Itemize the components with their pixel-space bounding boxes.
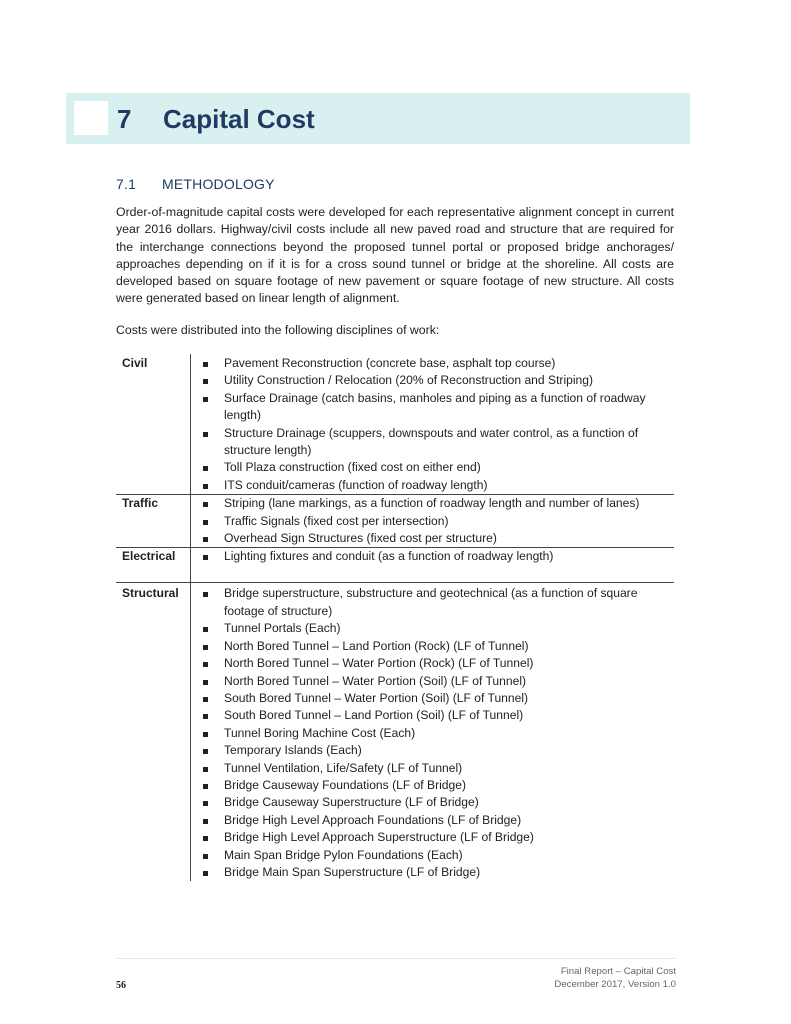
discipline-name: Civil [122, 356, 148, 370]
list-item: North Bored Tunnel – Water Portion (Rock) (LF of Tunnel) [203, 655, 674, 672]
list-item: South Bored Tunnel – Water Portion (Soil) (LF of Tunnel) [203, 690, 674, 707]
discipline-items [190, 583, 674, 881]
list-item: South Bored Tunnel – Land Portion (Soil) (LF of Tunnel) [203, 707, 674, 724]
list-item: Temporary Islands (Each) [203, 742, 674, 759]
list-item: Toll Plaza construction (fixed cost on either end) [203, 459, 674, 476]
list-item: Bridge High Level Approach Superstructure (LF of Bridge) [203, 829, 674, 846]
list-item: Bridge High Level Approach Foundations (LF of Bridge) [203, 812, 674, 829]
discipline-items [190, 548, 674, 582]
list-item: Surface Drainage (catch basins, manholes and piping as a function of roadway length) [203, 390, 674, 425]
chapter-title [117, 101, 315, 137]
list-item: Overhead Sign Structures (fixed cost per structure) [203, 530, 674, 547]
list-item: ITS conduit/cameras (function of roadway length) [203, 477, 674, 494]
footer-version: December 2017, Version 1.0 [554, 979, 676, 990]
discipline-row-structural [116, 582, 674, 881]
discipline-name: Electrical [122, 549, 176, 564]
list-item: Main Span Bridge Pylon Foundations (Each) [203, 847, 674, 864]
footer-report-info [554, 965, 676, 991]
list-item: Structure Drainage (scuppers, downspouts and water control, as a function of structure length) [203, 425, 674, 460]
page-number: 56 [116, 980, 126, 991]
chapter-marker-box [74, 101, 108, 135]
discipline-items [190, 495, 674, 547]
list-item: Bridge Causeway Superstructure (LF of Bridge) [203, 794, 674, 811]
list-item: North Bored Tunnel – Water Portion (Soil) (LF of Tunnel) [203, 673, 674, 690]
footer-report-title: Final Report – Capital Cost [560, 966, 676, 977]
section-title: METHODOLOGY [162, 176, 275, 192]
discipline-items [190, 354, 674, 494]
discipline-row-civil [116, 354, 674, 494]
list-item: Bridge Main Span Superstructure (LF of Bridge) [203, 864, 674, 881]
list-item: Striping (lane markings, as a function of roadway length and number of lanes) [203, 495, 674, 512]
discipline-row-electrical [116, 547, 674, 582]
section-number: 7.1 [116, 176, 137, 192]
list-item: North Bored Tunnel – Land Portion (Rock) (LF of Tunnel) [203, 638, 674, 655]
list-item: Tunnel Portals (Each) [203, 620, 674, 637]
footer-divider [116, 958, 676, 959]
chapter-title-text: Capital Cost [163, 104, 315, 134]
section-heading [116, 176, 275, 192]
list-item: Pavement Reconstruction (concrete base, asphalt top course) [203, 355, 674, 372]
disciplines-intro: Costs were distributed into the following disciplines of work: [116, 323, 440, 337]
discipline-name: Structural [122, 586, 179, 601]
disciplines-table [116, 354, 674, 881]
list-item: Tunnel Boring Machine Cost (Each) [203, 725, 674, 742]
discipline-row-traffic [116, 494, 674, 547]
list-item: Bridge Causeway Foundations (LF of Bridge) [203, 777, 674, 794]
chapter-number: 7 [117, 104, 132, 134]
methodology-paragraph: Order-of-magnitude capital costs were developed for each representative alignment concept in current year 2016 dollars. Highway/civil costs include all new paved road and structure that are required for the interchange connections beyond the proposed tunnel portal or proposed bridge anchorages/ approaches depending on if it is for a cross sound tunnel or bridge at the shoreline. All costs are developed based on square footage of new pavement or square footage of new structure. All costs were generated based on linear length of alignment. [116, 205, 674, 306]
list-item: Traffic Signals (fixed cost per intersection) [203, 513, 674, 530]
discipline-name: Traffic [122, 496, 159, 511]
list-item: Tunnel Ventilation, Life/Safety (LF of Tunnel) [203, 760, 674, 777]
list-item: Bridge superstructure, substructure and geotechnical (as a function of square footage of structure) [203, 585, 674, 620]
list-item: Utility Construction / Relocation (20% of Reconstruction and Striping) [203, 372, 674, 389]
list-item: Lighting fixtures and conduit (as a function of roadway length) [203, 548, 674, 565]
